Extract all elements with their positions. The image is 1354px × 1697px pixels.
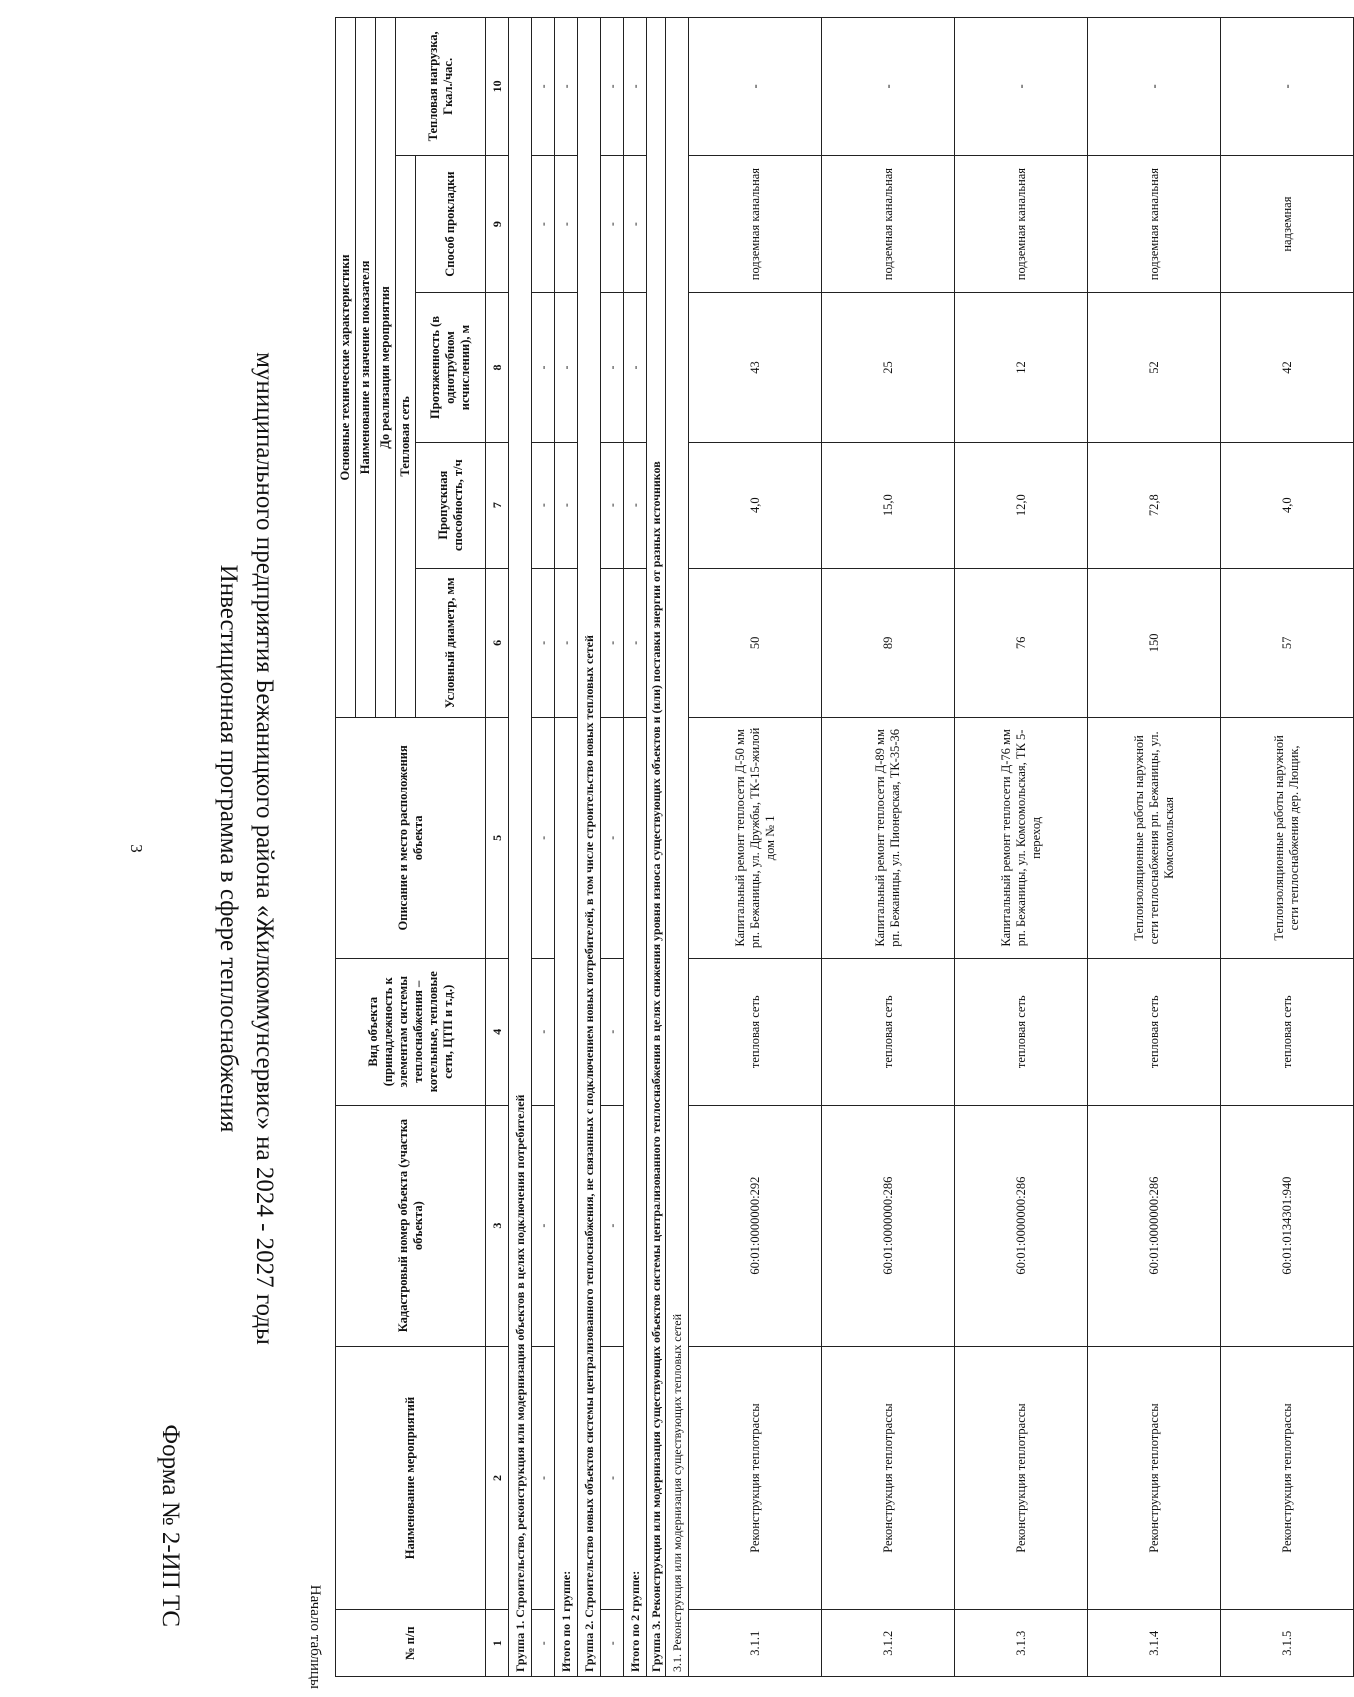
dash-cell: - [601, 717, 624, 958]
row-load: - [1088, 18, 1221, 156]
header-cadastral: Кадастровый номер объекта (участка объекта) [336, 1105, 486, 1346]
row-length: 43 [689, 293, 822, 442]
header-tech-period: До реализации мероприятия [376, 18, 396, 718]
header-row-1 [336, 18, 356, 1677]
dash-cell: - [601, 568, 624, 717]
row-cadastral: 60:01:0000000:286 [955, 1105, 1088, 1346]
header-diameter: Условный диаметр, мм [416, 568, 486, 717]
row-name: Реконструкция теплотрассы [955, 1346, 1088, 1610]
dash-cell: - [601, 1346, 624, 1610]
row-num: 3.1.4 [1088, 1610, 1221, 1677]
dash-cell: - [601, 18, 624, 156]
row-type: тепловая сеть [1221, 958, 1354, 1105]
table-row [955, 18, 1088, 1677]
header-capacity: Пропускная способность, т/ч [416, 442, 486, 568]
form-label: Форма № 2-ИП ТС [157, 1424, 184, 1627]
row-cadastral: 60:01:0134301:940 [1221, 1105, 1354, 1346]
row-type: тепловая сеть [822, 958, 955, 1105]
dash-cell: - [532, 1610, 555, 1677]
row-type: тепловая сеть [689, 958, 822, 1105]
dash-cell: - [601, 958, 624, 1105]
dash-cell: - [532, 293, 555, 442]
dash-cell: - [532, 442, 555, 568]
subgroup-3-1-row [666, 18, 689, 1677]
row-load: - [1221, 18, 1354, 156]
table-row [689, 18, 822, 1677]
header-tech-network: Тепловая сеть [396, 155, 416, 717]
row-name: Реконструкция теплотрассы [689, 1346, 822, 1610]
row-diameter: 89 [822, 568, 955, 717]
row-capacity: 72,8 [1088, 442, 1221, 568]
row-capacity: 4,0 [1221, 442, 1354, 568]
col-number: 3 [486, 1105, 509, 1346]
table-row [1221, 18, 1354, 1677]
dash-row [601, 18, 624, 1677]
row-name: Реконструкция теплотрассы [1088, 1346, 1221, 1610]
total-2-row [624, 18, 647, 1677]
row-load: - [689, 18, 822, 156]
row-num: 3.1.3 [955, 1610, 1088, 1677]
group-1-row [509, 18, 532, 1677]
row-laying: надземная [1221, 155, 1354, 293]
row-cadastral: 60:01:0000000:286 [1088, 1105, 1221, 1346]
dash-cell: - [555, 18, 578, 156]
row-capacity: 12,0 [955, 442, 1088, 568]
row-capacity: 4,0 [689, 442, 822, 568]
header-type: Вид объекта (принадлежность к элементам системы теплоснабжения – котельные, тепловые сети, ЦТП и т.д.) [336, 958, 486, 1105]
total-1-label: Итого по 1 группе: [555, 717, 578, 1676]
row-diameter: 76 [955, 568, 1088, 717]
row-cadastral: 60:01:0000000:292 [689, 1105, 822, 1346]
header-laying: Способ прокладки [416, 155, 486, 293]
dash-cell: - [532, 717, 555, 958]
group-3-title: Группа 3. Реконструкция или модернизация существующих объектов системы централизованного теплоснабжения в целях снижения уровня износа существующих объектов и (или) поставки энергии от разных источников [647, 18, 666, 1677]
dash-cell: - [532, 155, 555, 293]
header-description: Описание и место расположения объекта [336, 717, 486, 958]
header-tech-main: Основные технические характеристики [336, 18, 356, 718]
row-num: 3.1.5 [1221, 1610, 1354, 1677]
row-type: тепловая сеть [955, 958, 1088, 1105]
dash-cell: - [532, 1105, 555, 1346]
dash-cell: - [601, 1610, 624, 1677]
col-number: 1 [486, 1610, 509, 1677]
dash-cell: - [532, 1346, 555, 1610]
row-type: тепловая сеть [1088, 958, 1221, 1105]
row-capacity: 15,0 [822, 442, 955, 568]
col-number: 2 [486, 1346, 509, 1610]
header-length: Протяженность (в однотрубном исчислении), м [416, 293, 486, 442]
row-laying: подземная канальная [955, 155, 1088, 293]
group-1-title: Группа 1. Строительство, реконструкция или модернизация объектов в целях подключения потребителей [509, 18, 532, 1677]
document-title-line2: муниципального предприятия Бежаницкого района «Жилкоммунсервис» на 2024 - 2027 годы [251, 352, 278, 1345]
dash-cell: - [555, 293, 578, 442]
col-number: 4 [486, 958, 509, 1105]
row-laying: подземная канальная [822, 155, 955, 293]
row-length: 25 [822, 293, 955, 442]
table-container [323, 0, 1302, 1697]
row-cadastral: 60:01:0000000:286 [822, 1105, 955, 1346]
total-2-label: Итого по 2 группе: [624, 717, 647, 1676]
row-length: 42 [1221, 293, 1354, 442]
group-2-row [578, 18, 601, 1677]
table-start-label: Начало таблицы [307, 1584, 323, 1689]
dash-cell: - [555, 155, 578, 293]
document-title-line1: Инвестиционная программа в сфере теплоснабжения [215, 564, 242, 1133]
group-2-title: Группа 2. Строительство новых объектов системы централизованного теплоснабжения, не связанных с подключением новых потребителей, в том числе строительство новых тепловых сетей [578, 18, 601, 1677]
header-name: Наименование мероприятий [336, 1346, 486, 1610]
dash-cell: - [532, 18, 555, 156]
row-num: 3.1.2 [822, 1610, 955, 1677]
dash-cell: - [532, 568, 555, 717]
table-row [1088, 18, 1221, 1677]
row-desc: Капитальный ремонт теплосети Д-76 мм рп. Бежаницы, ул. Комсомольская, ТК 5- переход [955, 717, 1088, 958]
row-name: Реконструкция теплотрассы [822, 1346, 955, 1610]
dash-cell: - [624, 18, 647, 156]
col-number: 7 [486, 442, 509, 568]
row-laying: подземная канальная [689, 155, 822, 293]
row-diameter: 150 [1088, 568, 1221, 717]
dash-cell: - [555, 442, 578, 568]
dash-cell: - [601, 155, 624, 293]
header-num: № п/п [336, 1610, 486, 1677]
col-number: 8 [486, 293, 509, 442]
row-desc: Теплоизоляционные работы наружной сети теплоснабжения дер. Лющик, [1221, 717, 1354, 958]
total-1-row [555, 18, 578, 1677]
row-name: Реконструкция теплотрассы [1221, 1346, 1354, 1610]
row-load: - [955, 18, 1088, 156]
column-numbers-row [486, 18, 509, 1677]
group-3-row [647, 18, 666, 1677]
row-diameter: 50 [689, 568, 822, 717]
header-tech-sub: Наименование и значение показателя [356, 18, 376, 718]
dash-cell: - [624, 155, 647, 293]
dash-cell: - [532, 958, 555, 1105]
row-num: 3.1.1 [689, 1610, 822, 1677]
row-desc: Теплоизоляционные работы наружной сети теплоснабжения рп. Бежаницы, ул. Комсомольская [1088, 717, 1221, 958]
table-row [822, 18, 955, 1677]
col-number: 6 [486, 568, 509, 717]
subgroup-3-1-title: 3.1. Реконструкция или модернизация существующих тепловых сетей [666, 18, 689, 1677]
col-number: 5 [486, 717, 509, 958]
row-desc: Капитальный ремонт теплосети Д-50 мм рп. Бежаницы, ул. Дружбы, ТК-15-жилой дом № 1 [689, 717, 822, 958]
page-number: 3 [127, 844, 146, 853]
investment-table [335, 17, 1354, 1677]
dash-cell: - [624, 442, 647, 568]
dash-cell: - [601, 1105, 624, 1346]
row-diameter: 57 [1221, 568, 1354, 717]
row-length: 52 [1088, 293, 1221, 442]
dash-row [532, 18, 555, 1677]
row-length: 12 [955, 293, 1088, 442]
row-load: - [822, 18, 955, 156]
header-load: Тепловая нагрузка, Гкал./час. [396, 18, 486, 156]
row-desc: Капитальный ремонт теплосети Д-89 мм рп. Бежаницы, ул. Пионерская, ТК-35-36 [822, 717, 955, 958]
dash-cell: - [601, 293, 624, 442]
col-number: 9 [486, 155, 509, 293]
dash-cell: - [624, 293, 647, 442]
dash-cell: - [601, 442, 624, 568]
dash-cell: - [555, 568, 578, 717]
col-number: 10 [486, 18, 509, 156]
dash-cell: - [624, 568, 647, 717]
row-laying: подземная канальная [1088, 155, 1221, 293]
